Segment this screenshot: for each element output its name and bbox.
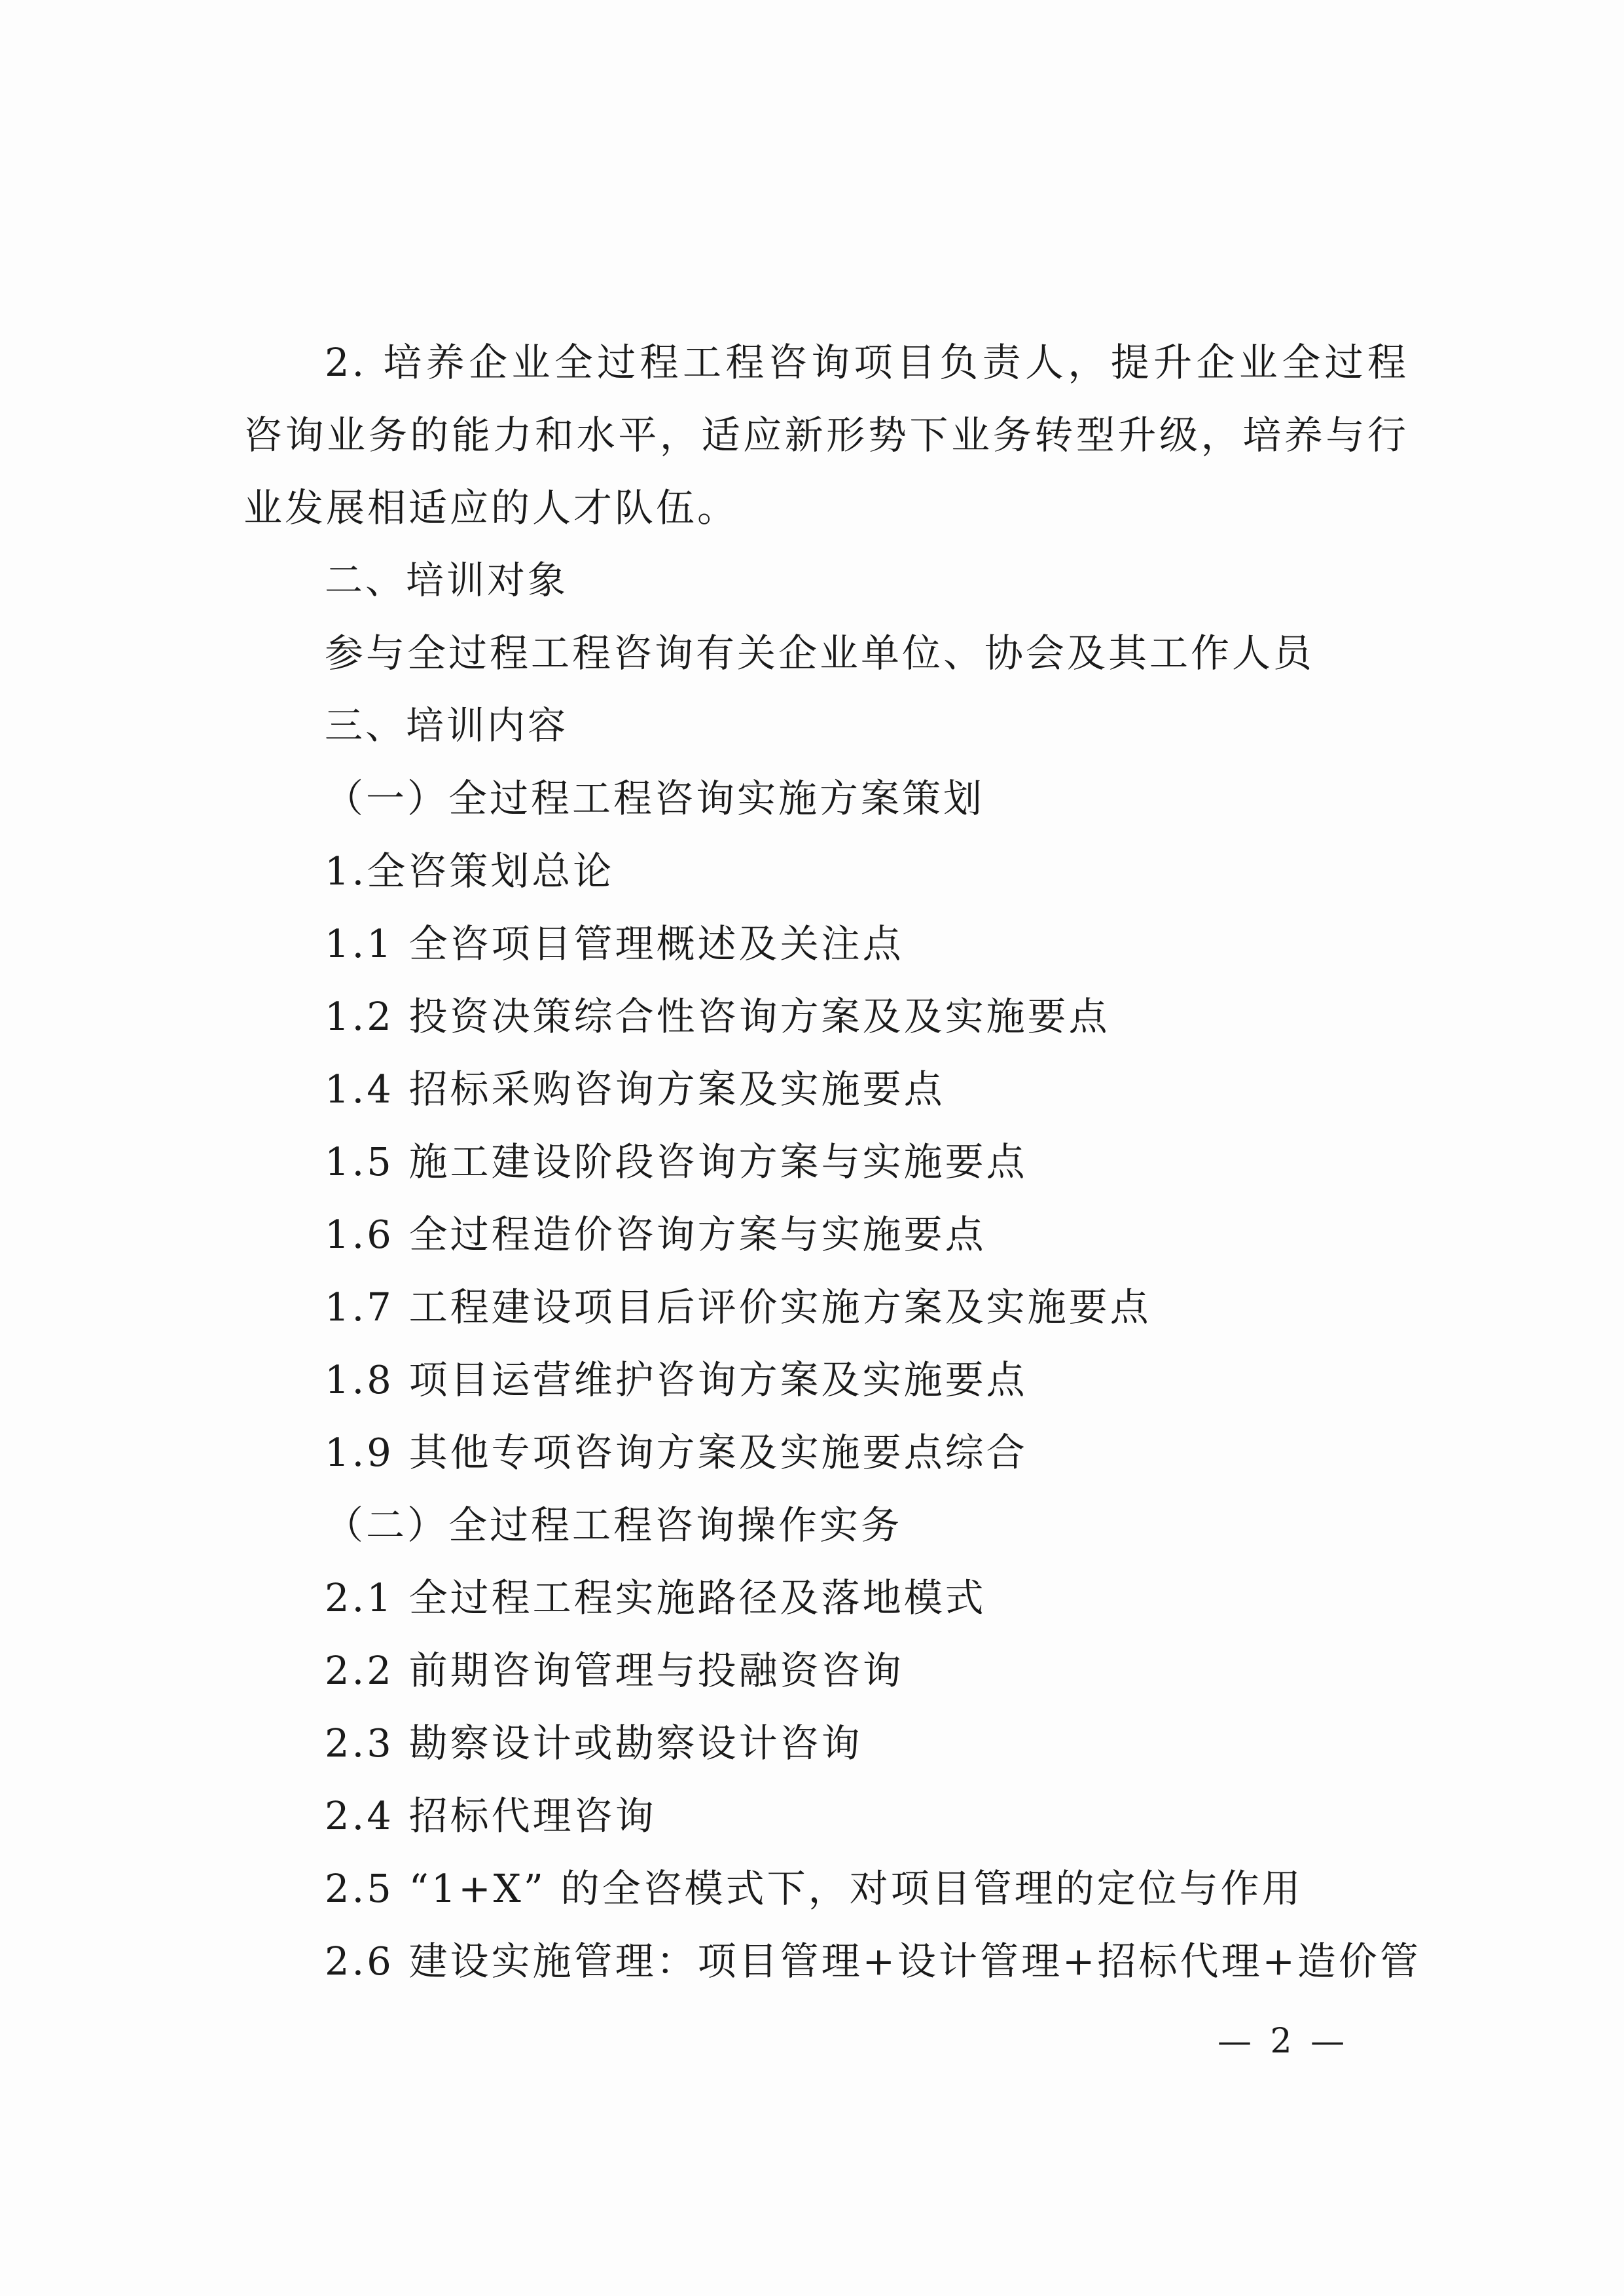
list-item: 1.8 项目运营维护咨询方案及实施要点	[325, 1357, 1028, 1402]
page-number: — 2 —	[1218, 2022, 1349, 2061]
list-item: 2.3 勘察设计或勘察设计咨询	[325, 1721, 863, 1766]
subsection-heading-2: （二）全过程工程咨询操作实务	[325, 1503, 903, 1548]
list-item: 2.1 全过程工程实施路径及落地模式	[325, 1575, 986, 1620]
list-item: 1.全咨策划总论	[325, 848, 615, 894]
list-item: 2.4 招标代理咨询	[325, 1793, 657, 1838]
section-heading-training-targets: 二、培训对象	[325, 558, 569, 602]
document-body	[244, 326, 1421, 1997]
list-item: 1.1 全咨项目管理概述及关注点	[325, 921, 904, 966]
list-item: 2.5 “1+X” 的全咨模式下，对项目管理的定位与作用	[325, 1866, 1303, 1911]
list-item: 1.2 投资决策综合性咨询方案及及实施要点	[325, 994, 1110, 1039]
subsection-heading-1: （一）全过程工程咨询实施方案策划	[325, 776, 985, 821]
paragraph-targets: 参与全过程工程咨询有关企业单位、协会及其工作人员	[325, 630, 1315, 676]
list-item: 2.2 前期咨询管理与投融资咨询	[325, 1648, 904, 1693]
section-heading-training-content: 三、培训内容	[325, 703, 569, 748]
list-item: 1.5 施工建设阶段咨询方案与实施要点	[325, 1139, 1028, 1184]
paragraph-objective-2: 2. 培养企业全过程工程咨询项目负责人，提升企业全过程咨询业务的能力和水平，适应新形势下业务转型升级，培养与行业发展相适应的人才队伍。	[244, 340, 1409, 530]
list-item: 1.9 其他专项咨询方案及实施要点综合	[325, 1430, 1028, 1475]
list-item: 1.6 全过程造价咨询方案与实施要点	[325, 1212, 986, 1257]
list-item: 2.6 建设实施管理：项目管理+设计管理+招标代理+造价管	[325, 1939, 1421, 1984]
list-item: 1.4 招标采购咨询方案及实施要点	[325, 1066, 945, 1112]
list-item: 1.7 工程建设项目后评价实施方案及实施要点	[325, 1285, 1151, 1330]
